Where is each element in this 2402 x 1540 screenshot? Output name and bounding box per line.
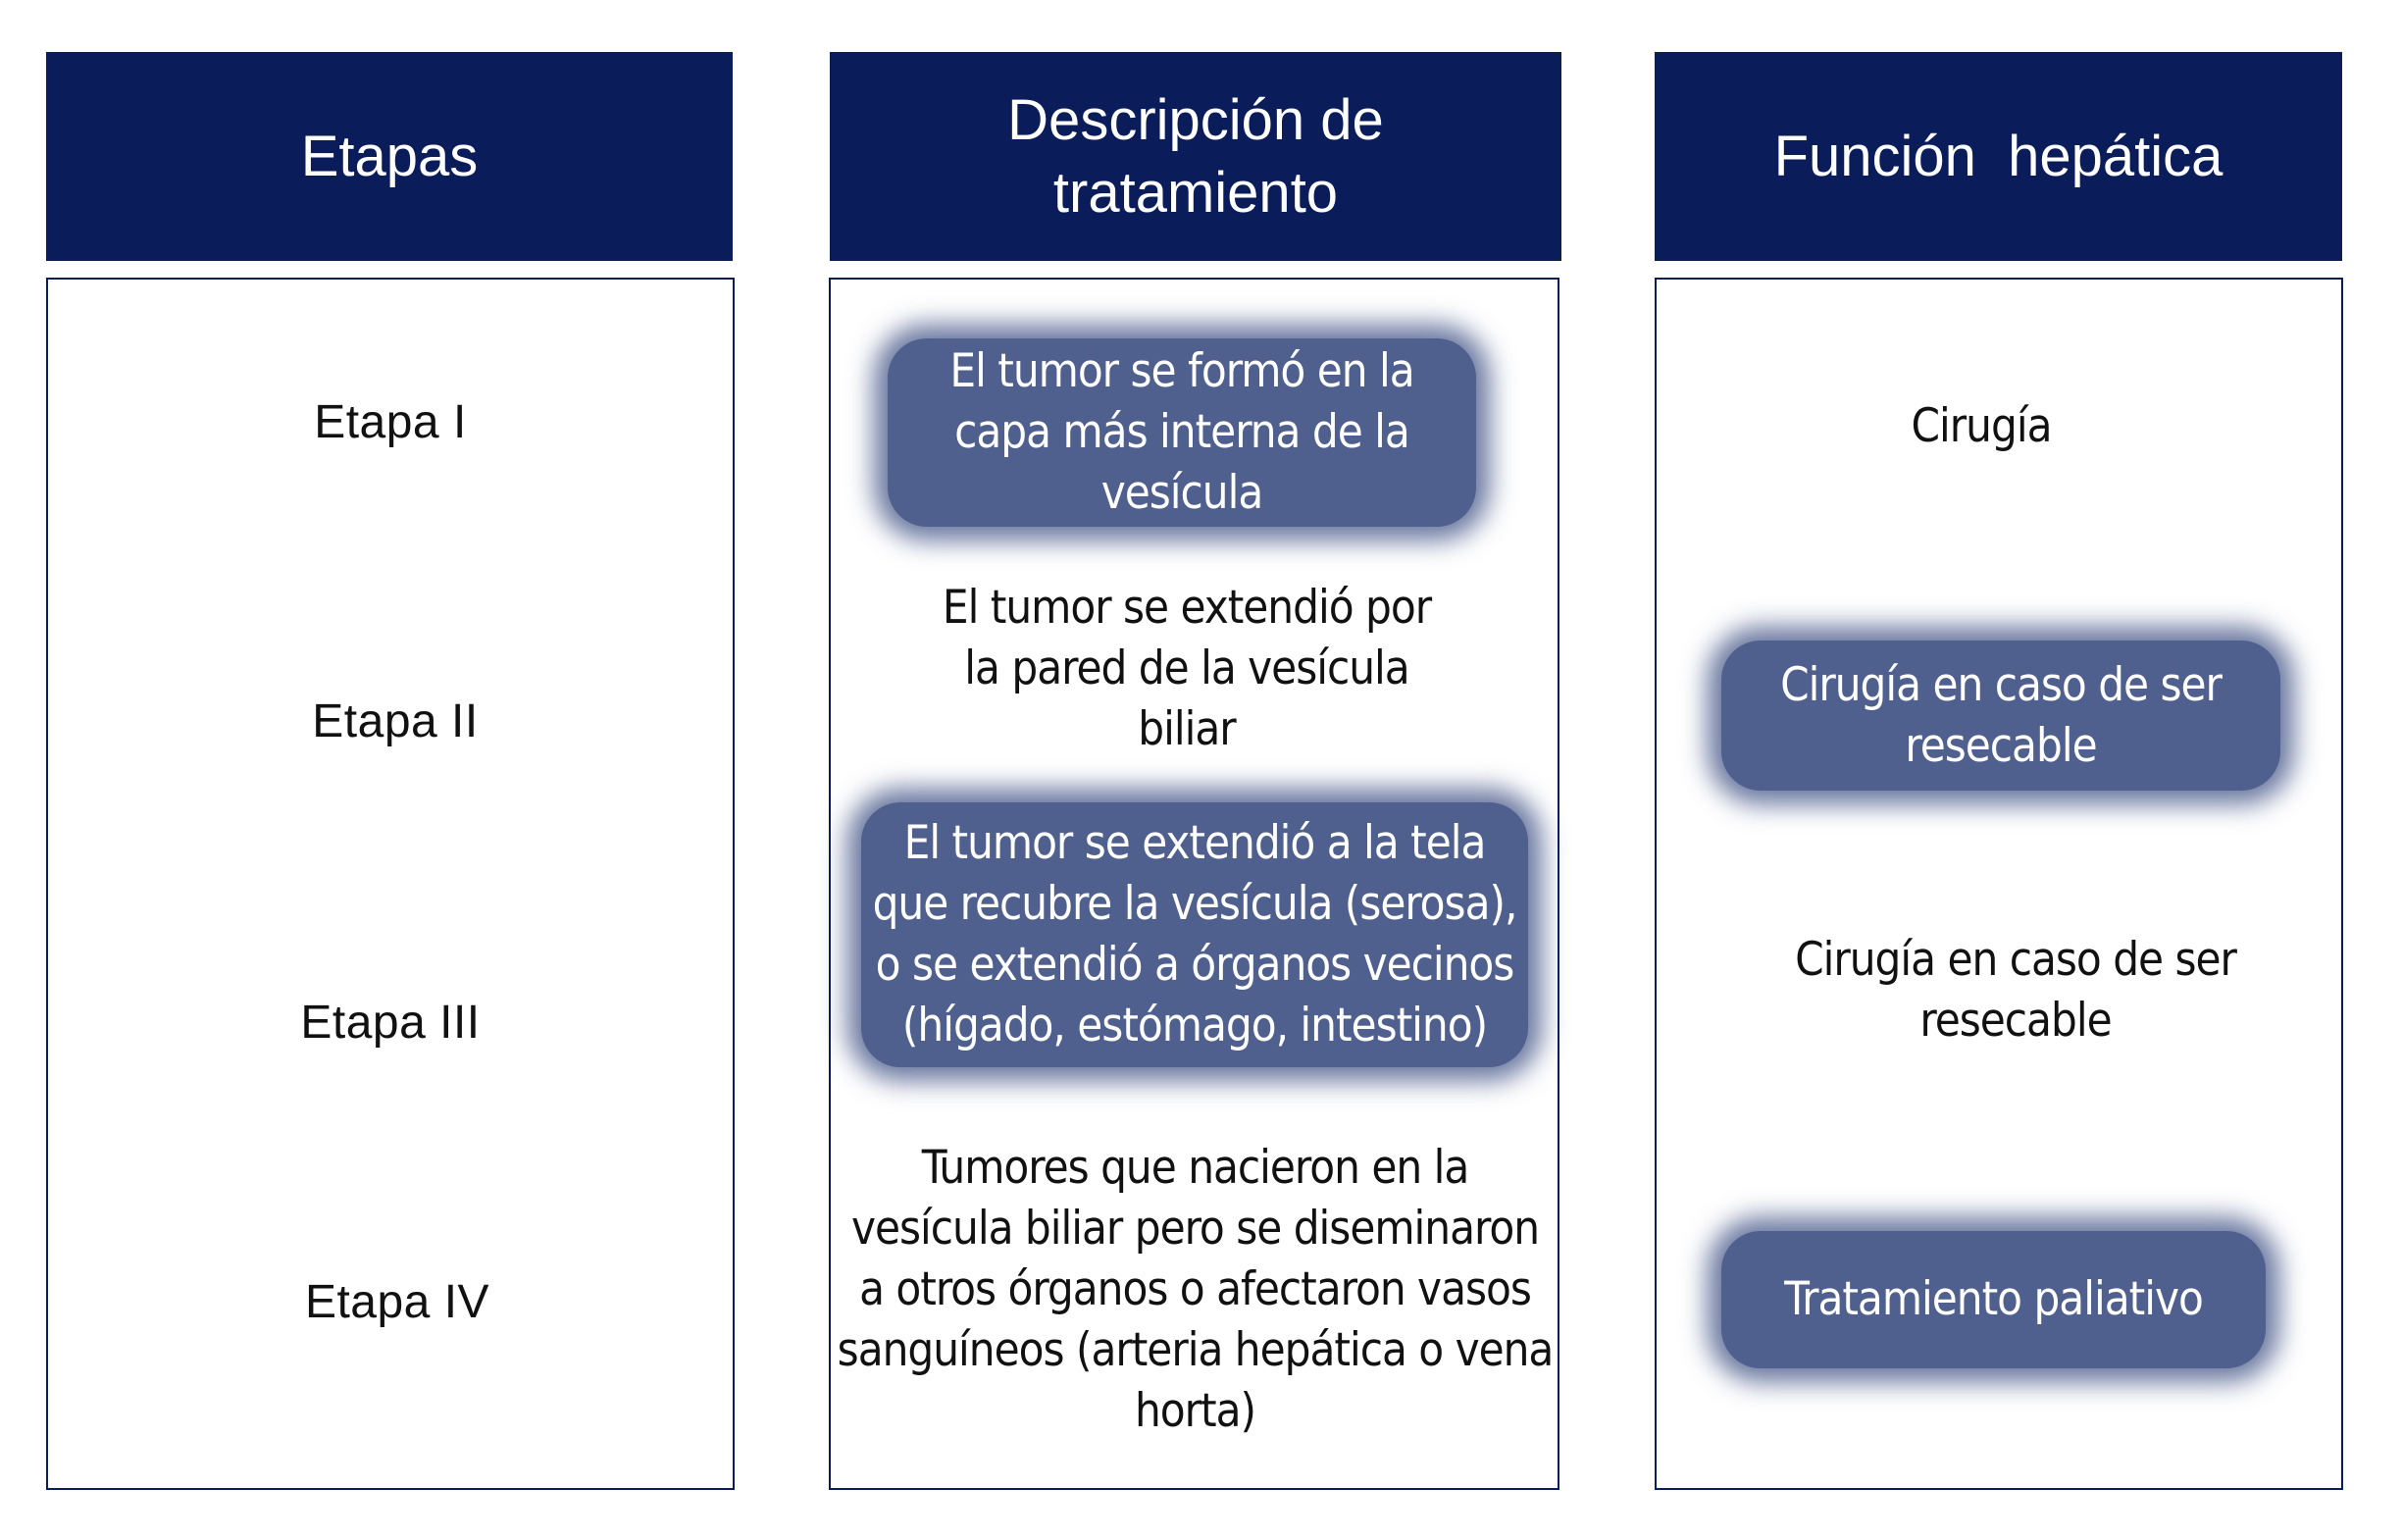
description-stage-1: El tumor se formó en la capa más interna de la vesícula (888, 338, 1476, 527)
stage-label: Etapa III (300, 996, 481, 1049)
description-stage-2: El tumor se extendió por la pared de la vesícula biliar (942, 581, 1432, 756)
header-stages-label: Etapas (300, 124, 479, 188)
header-liver-function-label: Función hepática (1773, 124, 2223, 188)
stage-label: Etapa I (314, 395, 467, 448)
treatment-stage-4: Tratamiento paliativo (1721, 1231, 2266, 1368)
stage-label: Etapa II (312, 694, 479, 747)
treatment-stage-1: Cirugía (1911, 399, 2052, 453)
header-description (830, 52, 1561, 261)
treatment-stage-3: Cirugía en caso de ser resecable (1795, 933, 2236, 1048)
header-stages (46, 52, 733, 261)
header-liver-function (1655, 52, 2342, 261)
description-stage-3: El tumor se extendió a la tela que recubre la vesícula (serosa), o se extendió a órganos vecinos (hígado, estómago, intestino) (861, 802, 1528, 1067)
header-description-line1: Descripción de (1007, 87, 1384, 152)
stage-label: Etapa IV (304, 1275, 490, 1328)
description-stage-4: Tumores que nacieron en la vesícula biliar pero se diseminaron a otros órganos o afectaron vasos sanguíneos (arteria hepática o vena horta) (837, 1141, 1554, 1438)
header-description-line2: tratamiento (1052, 160, 1339, 225)
treatment-stage-2: Cirugía en caso de ser resecable (1721, 641, 2280, 791)
